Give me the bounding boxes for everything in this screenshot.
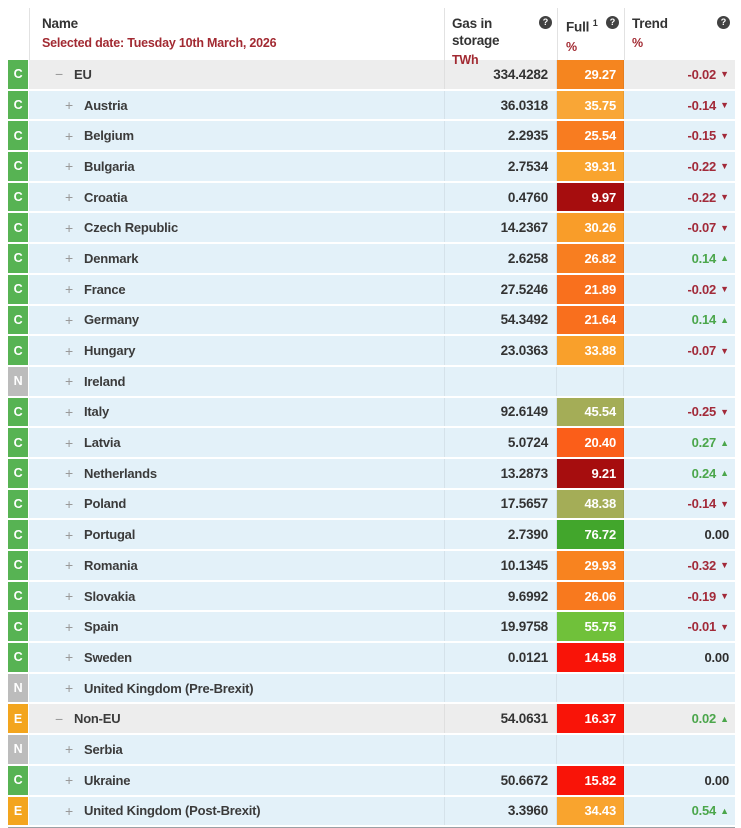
table-row — [8, 152, 735, 183]
full-percent-value: 9.97 — [557, 183, 624, 212]
trend-down-icon: ▼ — [720, 100, 729, 111]
country-name[interactable]: Denmark — [84, 250, 139, 266]
table-row — [8, 428, 735, 459]
trend-number: -0.22 — [687, 189, 717, 205]
table-row — [8, 91, 735, 122]
trend-value — [624, 91, 735, 120]
trend-value — [624, 459, 735, 488]
badge-column-header — [8, 8, 29, 60]
full-percent-value: 21.89 — [557, 275, 624, 304]
table-row — [8, 367, 735, 398]
name-cell — [29, 459, 444, 488]
country-name[interactable]: Portugal — [84, 527, 136, 543]
gas-in-storage-value: 27.5246 — [444, 275, 557, 304]
name-cell — [29, 551, 444, 580]
trend-number: -0.15 — [687, 128, 717, 144]
trend-down-icon: ▼ — [720, 69, 729, 80]
trend-value — [624, 674, 735, 703]
trend-number: -0.19 — [687, 588, 717, 604]
country-name[interactable]: Ukraine — [84, 772, 131, 788]
name-cell — [29, 336, 444, 365]
name-cell — [29, 398, 444, 427]
trend-number: 0.02 — [691, 711, 717, 727]
full-percent-value: 45.54 — [557, 398, 624, 427]
name-cell — [29, 428, 444, 457]
help-icon[interactable]: ? — [717, 16, 730, 29]
expand-icon[interactable]: + — [65, 588, 73, 605]
gas-in-storage-value: 2.7534 — [444, 152, 557, 181]
expand-icon[interactable]: + — [65, 526, 73, 543]
name-cell — [29, 183, 444, 212]
trend-number: -0.14 — [687, 496, 717, 512]
country-name[interactable]: Ireland — [84, 373, 126, 389]
trend-down-icon: ▼ — [720, 284, 729, 295]
full-percent-value: 21.64 — [557, 306, 624, 335]
trend-unit-label: % — [632, 36, 643, 50]
trend-value — [624, 398, 735, 427]
gas-in-storage-value: 5.0724 — [444, 428, 557, 457]
full-percent-value: 16.37 — [557, 704, 624, 733]
country-name[interactable]: Belgium — [84, 128, 134, 144]
status-badge: C — [8, 490, 28, 519]
trend-value — [624, 306, 735, 335]
full-percent-value — [557, 735, 624, 764]
collapse-icon[interactable]: − — [55, 66, 63, 83]
table-row — [8, 520, 735, 551]
name-cell — [29, 306, 444, 335]
status-badge: C — [8, 398, 28, 427]
name-cell — [29, 766, 444, 795]
gas-in-storage-value: 50.6672 — [444, 766, 557, 795]
gas-in-storage-value — [444, 367, 557, 396]
trend-number: 0.54 — [691, 803, 717, 819]
trend-value — [624, 428, 735, 457]
trend-number: 0.14 — [691, 312, 717, 328]
table-row — [8, 704, 735, 735]
trend-value — [624, 213, 735, 242]
country-name[interactable]: Romania — [84, 557, 138, 573]
full-percent-value: 39.31 — [557, 152, 624, 181]
status-badge: C — [8, 643, 28, 672]
expand-icon[interactable]: + — [65, 495, 73, 512]
status-badge: C — [8, 336, 28, 365]
status-badge: C — [8, 91, 28, 120]
gas-in-storage-value: 17.5657 — [444, 490, 557, 519]
gas-in-storage-value — [444, 674, 557, 703]
status-badge: N — [8, 735, 28, 764]
trend-down-icon: ▼ — [720, 621, 729, 632]
trend-number: -0.02 — [687, 281, 717, 297]
gas-in-storage-value: 9.6992 — [444, 582, 557, 611]
gas-in-storage-value: 334.4282 — [444, 60, 557, 89]
table-row — [8, 551, 735, 582]
country-name[interactable]: Bulgaria — [84, 158, 135, 174]
name-column-label: Name — [42, 16, 78, 31]
full-percent-value: 30.26 — [557, 213, 624, 242]
full-percent-value: 26.82 — [557, 244, 624, 273]
expand-icon[interactable]: + — [65, 311, 73, 328]
trend-value — [624, 275, 735, 304]
expand-icon[interactable]: + — [65, 434, 73, 451]
country-name[interactable]: Germany — [84, 312, 139, 328]
table-row — [8, 766, 735, 797]
table-row — [8, 797, 735, 828]
trend-up-icon: ▲ — [720, 314, 729, 325]
status-badge: C — [8, 244, 28, 273]
table-row — [8, 275, 735, 306]
country-name[interactable]: Croatia — [84, 189, 128, 205]
table-row — [8, 582, 735, 613]
trend-value — [624, 797, 735, 826]
gas-in-storage-value: 2.7390 — [444, 520, 557, 549]
status-badge: N — [8, 367, 28, 396]
trend-down-icon: ▼ — [720, 591, 729, 602]
trend-number: -0.32 — [687, 557, 717, 573]
status-badge: C — [8, 582, 28, 611]
trend-column-header[interactable] — [624, 8, 735, 60]
full-unit-label: % — [566, 39, 577, 54]
status-badge: E — [8, 704, 28, 733]
expand-icon[interactable]: + — [65, 465, 73, 482]
trend-up-icon: ▲ — [720, 253, 729, 264]
expand-icon[interactable]: + — [65, 373, 73, 390]
country-name[interactable]: Hungary — [84, 343, 136, 359]
name-cell — [29, 704, 444, 733]
gas-in-storage-value: 13.2873 — [444, 459, 557, 488]
name-cell — [29, 490, 444, 519]
name-cell — [29, 582, 444, 611]
trend-value — [624, 582, 735, 611]
table-row — [8, 735, 735, 766]
trend-down-icon: ▼ — [720, 345, 729, 356]
trend-number: 0.14 — [691, 250, 717, 266]
name-cell — [29, 367, 444, 396]
expand-icon[interactable]: + — [65, 250, 73, 267]
trend-value — [624, 244, 735, 273]
expand-icon[interactable]: + — [65, 189, 73, 206]
trend-number: -0.22 — [687, 158, 717, 174]
name-column-header[interactable] — [29, 8, 444, 60]
trend-value — [624, 60, 735, 89]
full-percent-value: 48.38 — [557, 490, 624, 519]
country-name[interactable]: Slovakia — [84, 588, 136, 604]
status-badge: E — [8, 797, 28, 826]
expand-icon[interactable]: + — [65, 97, 73, 114]
trend-value — [624, 612, 735, 641]
status-badge: C — [8, 60, 28, 89]
gas-in-storage-value: 54.0631 — [444, 704, 557, 733]
country-name[interactable]: Spain — [84, 619, 119, 635]
status-badge: C — [8, 306, 28, 335]
trend-down-icon: ▼ — [720, 406, 729, 417]
trend-number: -0.14 — [687, 97, 717, 113]
status-badge: C — [8, 520, 28, 549]
status-badge: C — [8, 121, 28, 150]
full-percent-value: 26.06 — [557, 582, 624, 611]
gas-in-storage-value: 2.6258 — [444, 244, 557, 273]
full-percent-value: 20.40 — [557, 428, 624, 457]
table-row — [8, 183, 735, 214]
storage-data-table — [8, 8, 735, 828]
status-badge: C — [8, 428, 28, 457]
gas-in-storage-value: 19.9758 — [444, 612, 557, 641]
trend-down-icon: ▼ — [720, 192, 729, 203]
help-icon[interactable]: ? — [539, 16, 552, 29]
trend-down-icon: ▼ — [720, 560, 729, 571]
expand-icon[interactable]: + — [65, 403, 73, 420]
status-badge: C — [8, 213, 28, 242]
trend-number: -0.25 — [687, 404, 717, 420]
full-percent-value — [557, 674, 624, 703]
full-percent-value: 29.27 — [557, 60, 624, 89]
full-percent-value: 25.54 — [557, 121, 624, 150]
gas-in-storage-value: 14.2367 — [444, 213, 557, 242]
expand-icon[interactable]: + — [65, 127, 73, 144]
country-name[interactable]: Czech Republic — [84, 220, 178, 236]
table-row — [8, 398, 735, 429]
gas-in-storage-value: 36.0318 — [444, 91, 557, 120]
name-cell — [29, 735, 444, 764]
trend-value — [624, 367, 735, 396]
trend-value — [624, 643, 735, 672]
table-row — [8, 612, 735, 643]
trend-value — [624, 551, 735, 580]
name-cell — [29, 674, 444, 703]
gas-in-storage-value: 2.2935 — [444, 121, 557, 150]
expand-icon[interactable]: + — [65, 158, 73, 175]
trend-number: 0.00 — [704, 649, 729, 665]
trend-number: 0.00 — [704, 772, 729, 788]
full-percent-value: 76.72 — [557, 520, 624, 549]
full-percent-value: 14.58 — [557, 643, 624, 672]
status-badge: C — [8, 459, 28, 488]
status-badge: N — [8, 674, 28, 703]
table-row — [8, 244, 735, 275]
gas-in-storage-value: 0.4760 — [444, 183, 557, 212]
table-row — [8, 121, 735, 152]
full-percent-value: 9.21 — [557, 459, 624, 488]
trend-number: -0.02 — [687, 66, 717, 82]
full-column-label: Full $^1$ — [566, 18, 598, 35]
trend-down-icon: ▼ — [720, 130, 729, 141]
status-badge: C — [8, 551, 28, 580]
country-name[interactable]: EU — [74, 66, 92, 82]
name-cell — [29, 520, 444, 549]
trend-value — [624, 121, 735, 150]
name-cell — [29, 60, 444, 89]
trend-number: 0.00 — [704, 527, 729, 543]
country-name[interactable]: Non-EU — [74, 711, 121, 727]
name-cell — [29, 612, 444, 641]
gas-in-storage-value: 10.1345 — [444, 551, 557, 580]
name-cell — [29, 91, 444, 120]
name-cell — [29, 244, 444, 273]
name-cell — [29, 643, 444, 672]
trend-number: 0.27 — [691, 435, 717, 451]
gas-unit-label: TWh — [452, 53, 479, 67]
collapse-icon[interactable]: − — [55, 710, 63, 727]
trend-number: -0.07 — [687, 220, 717, 236]
trend-value — [624, 704, 735, 733]
trend-column-label: Trend — [632, 16, 668, 31]
gas-in-storage-value: 54.3492 — [444, 306, 557, 335]
gas-in-storage-value — [444, 735, 557, 764]
country-name[interactable]: Poland — [84, 496, 127, 512]
country-name[interactable]: Latvia — [84, 435, 121, 451]
table-row — [8, 643, 735, 674]
name-cell — [29, 797, 444, 826]
gas-column-header[interactable] — [444, 8, 557, 67]
table-body — [8, 60, 735, 827]
trend-number: 0.24 — [691, 465, 717, 481]
full-column-header[interactable] — [557, 8, 624, 60]
trend-value — [624, 490, 735, 519]
country-name[interactable]: United Kingdom (Pre-Brexit) — [84, 680, 254, 696]
country-name[interactable]: Netherlands — [84, 465, 157, 481]
table-row — [8, 459, 735, 490]
gas-in-storage-value: 23.0363 — [444, 336, 557, 365]
status-badge: C — [8, 612, 28, 641]
full-percent-value: 15.82 — [557, 766, 624, 795]
name-cell — [29, 152, 444, 181]
selected-date-label: Selected date: Tuesday 10th March, 2026 — [42, 36, 277, 50]
status-badge: C — [8, 275, 28, 304]
table-row — [8, 60, 735, 91]
table-row — [8, 306, 735, 337]
trend-number: -0.07 — [687, 343, 717, 359]
trend-up-icon: ▲ — [720, 468, 729, 479]
country-name[interactable]: United Kingdom (Post-Brexit) — [84, 803, 261, 819]
status-badge: C — [8, 183, 28, 212]
full-percent-value — [557, 367, 624, 396]
table-row — [8, 674, 735, 705]
full-percent-value: 35.75 — [557, 91, 624, 120]
status-badge: C — [8, 766, 28, 795]
table-row — [8, 490, 735, 521]
expand-icon[interactable]: + — [65, 219, 73, 236]
full-percent-value: 33.88 — [557, 336, 624, 365]
gas-column-label: Gas in storage — [452, 16, 500, 48]
table-row — [8, 213, 735, 244]
expand-icon[interactable]: + — [65, 342, 73, 359]
help-icon[interactable]: ? — [606, 16, 619, 29]
trend-value — [624, 152, 735, 181]
trend-up-icon: ▲ — [720, 805, 729, 816]
expand-icon[interactable]: + — [65, 557, 73, 574]
status-badge: C — [8, 152, 28, 181]
expand-icon[interactable]: + — [65, 802, 73, 819]
country-name[interactable]: Italy — [84, 404, 110, 420]
expand-icon[interactable]: + — [65, 772, 73, 789]
name-cell — [29, 121, 444, 150]
expand-icon[interactable]: + — [65, 281, 73, 298]
table-header — [8, 8, 735, 67]
gas-in-storage-value: 0.0121 — [444, 643, 557, 672]
trend-up-icon: ▲ — [720, 713, 729, 724]
country-name[interactable]: Serbia — [84, 741, 123, 757]
name-cell — [29, 213, 444, 242]
expand-icon[interactable]: + — [65, 618, 73, 635]
gas-in-storage-value: 92.6149 — [444, 398, 557, 427]
table-row — [8, 336, 735, 367]
trend-value — [624, 766, 735, 795]
trend-number: -0.01 — [687, 619, 717, 635]
expand-icon[interactable]: + — [65, 680, 73, 697]
full-percent-value: 29.93 — [557, 551, 624, 580]
country-name[interactable]: Austria — [84, 97, 128, 113]
gas-in-storage-value: 3.3960 — [444, 797, 557, 826]
expand-icon[interactable]: + — [65, 649, 73, 666]
trend-value — [624, 520, 735, 549]
full-percent-value: 55.75 — [557, 612, 624, 641]
country-name[interactable]: Sweden — [84, 649, 132, 665]
full-percent-value: 34.43 — [557, 797, 624, 826]
trend-down-icon: ▼ — [720, 161, 729, 172]
trend-value — [624, 336, 735, 365]
trend-down-icon: ▼ — [720, 222, 729, 233]
country-name[interactable]: France — [84, 281, 126, 297]
trend-down-icon: ▼ — [720, 498, 729, 509]
name-cell — [29, 275, 444, 304]
trend-value — [624, 183, 735, 212]
trend-value — [624, 735, 735, 764]
expand-icon[interactable]: + — [65, 741, 73, 758]
trend-up-icon: ▲ — [720, 437, 729, 448]
